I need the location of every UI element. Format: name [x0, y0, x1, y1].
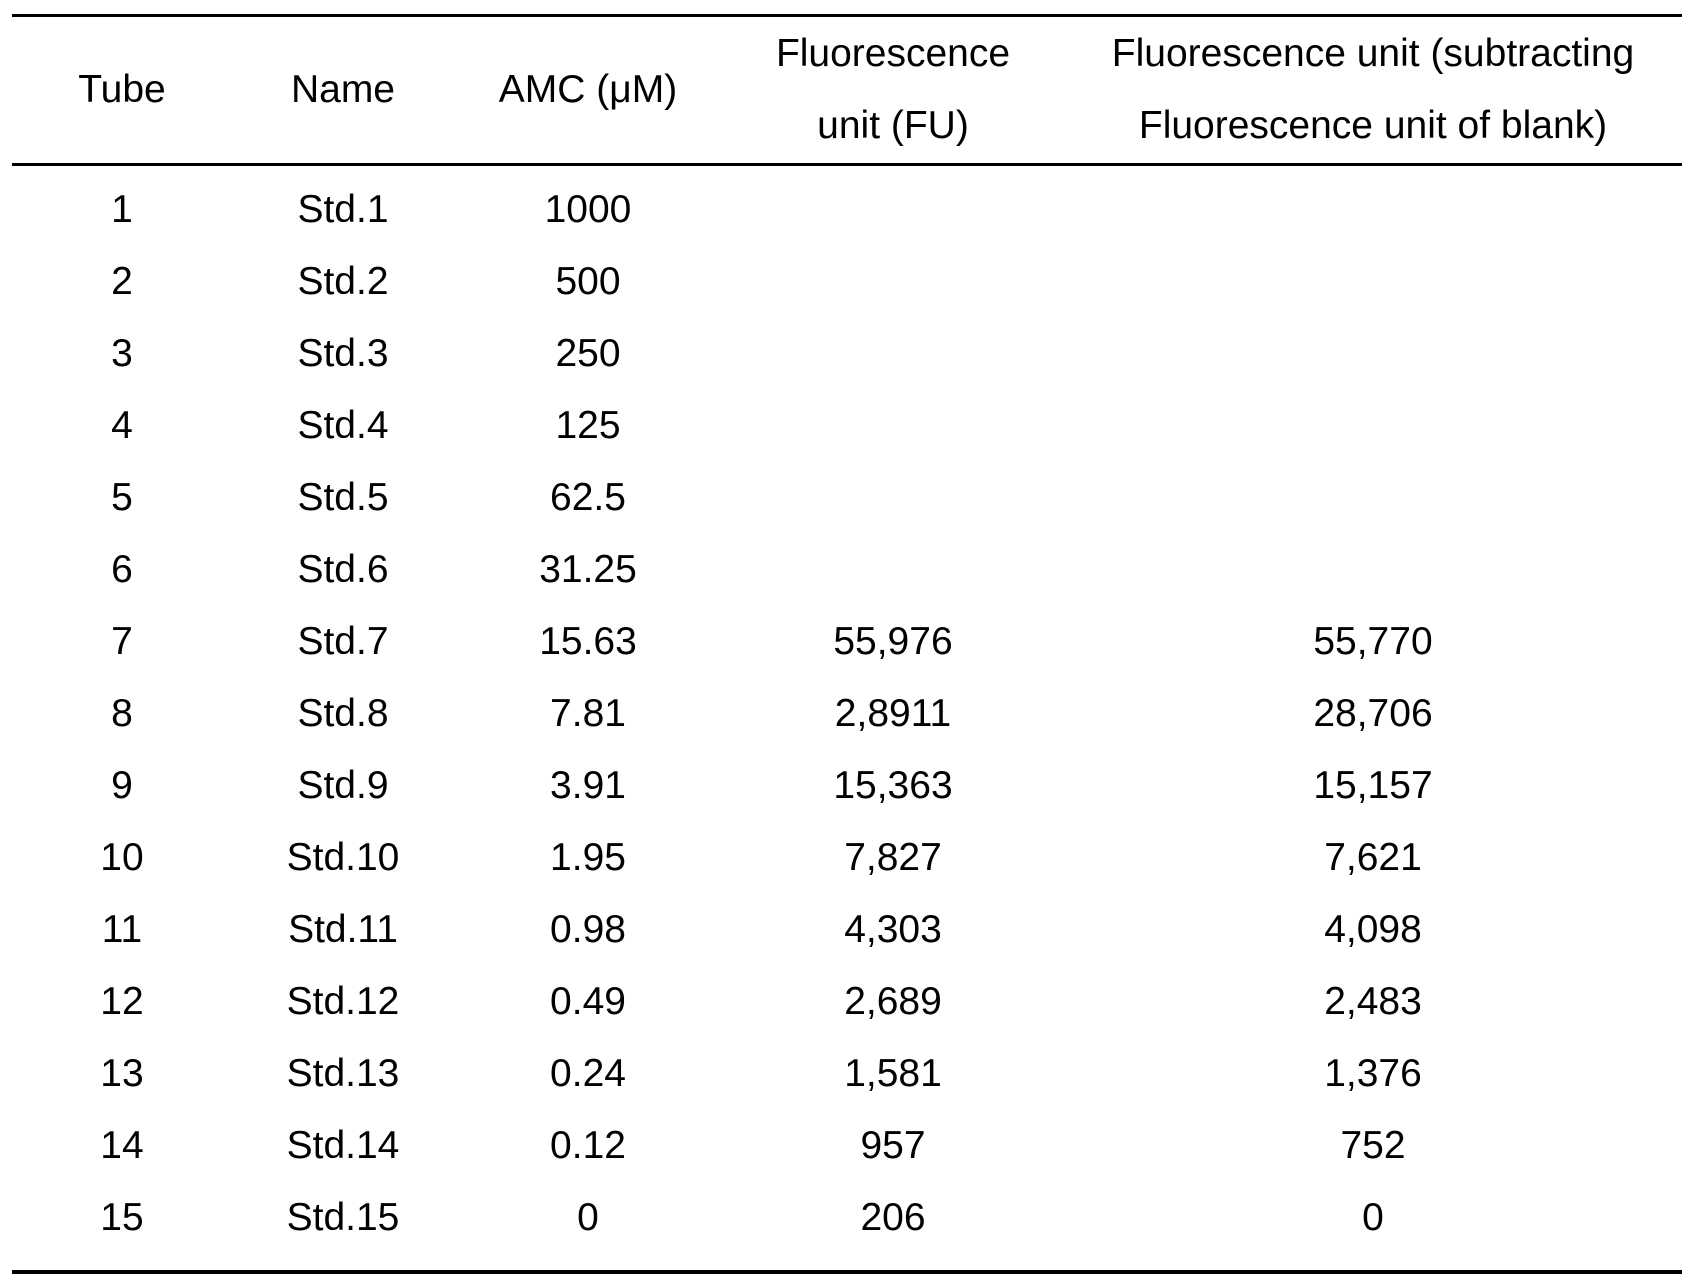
- table-row: [12, 822, 1682, 894]
- cell-fluorescence-unit: 55,976: [833, 620, 953, 663]
- header-fluorescence-unit: [722, 18, 1064, 162]
- table-header-row: [12, 17, 1682, 163]
- cell-tube: 10: [100, 836, 144, 879]
- data-table: [12, 14, 1682, 1274]
- cell-name: Std.12: [286, 980, 400, 1023]
- cell-tube: 3: [111, 332, 133, 375]
- header-fluorescence-unit-subtracted: [1064, 18, 1682, 162]
- table-row: [12, 1110, 1682, 1182]
- cell-name: Std.15: [286, 1196, 400, 1239]
- table-row: [12, 606, 1682, 678]
- table-row: [12, 678, 1682, 750]
- cell-amc: 7.81: [550, 692, 626, 735]
- cell-tube: 6: [111, 548, 133, 591]
- cell-tube: 15: [100, 1196, 144, 1239]
- header-amc: AMC (μM): [498, 68, 678, 111]
- cell-amc: 15.63: [539, 620, 637, 663]
- cell-fluorescence-unit-subtracted: 55,770: [1313, 620, 1433, 663]
- cell-amc: 0: [577, 1196, 599, 1239]
- cell-amc: 0.12: [550, 1124, 626, 1167]
- header-name: Name: [290, 68, 396, 111]
- cell-name: Std.1: [297, 188, 389, 231]
- cell-name: Std.5: [297, 476, 389, 519]
- cell-fluorescence-unit: 1,581: [844, 1052, 942, 1095]
- cell-name: Std.14: [286, 1124, 400, 1167]
- header-fusub-line1: Fluorescence unit (subtracting: [1111, 32, 1635, 75]
- cell-tube: 5: [111, 476, 133, 519]
- cell-amc: 0.49: [550, 980, 626, 1023]
- cell-name: Std.7: [297, 620, 389, 663]
- cell-name: Std.10: [286, 836, 400, 879]
- cell-amc: 0.98: [550, 908, 626, 951]
- cell-name: Std.6: [297, 548, 389, 591]
- cell-fluorescence-unit-subtracted: 752: [1340, 1124, 1406, 1167]
- table-row: [12, 534, 1682, 606]
- cell-tube: 1: [111, 188, 133, 231]
- cell-name: Std.2: [297, 260, 389, 303]
- cell-name: Std.9: [297, 764, 389, 807]
- table-row: [12, 750, 1682, 822]
- cell-fluorescence-unit-subtracted: 2,483: [1324, 980, 1422, 1023]
- table-row: [12, 318, 1682, 390]
- cell-fluorescence-unit: 957: [860, 1124, 926, 1167]
- cell-name: Std.4: [297, 404, 389, 447]
- cell-amc: 31.25: [539, 548, 637, 591]
- table-row: [12, 966, 1682, 1038]
- table-body: [12, 174, 1682, 1254]
- cell-amc: 0.24: [550, 1052, 626, 1095]
- cell-amc: 1.95: [550, 836, 626, 879]
- cell-tube: 7: [111, 620, 133, 663]
- cell-tube: 13: [100, 1052, 144, 1095]
- header-fu-line2: unit (FU): [817, 104, 969, 147]
- cell-amc: 250: [555, 332, 621, 375]
- cell-fluorescence-unit: 206: [860, 1196, 926, 1239]
- cell-amc: 125: [555, 404, 621, 447]
- cell-tube: 2: [111, 260, 133, 303]
- table-row: [12, 1038, 1682, 1110]
- table-row: [12, 894, 1682, 966]
- cell-tube: 14: [100, 1124, 144, 1167]
- cell-tube: 11: [101, 908, 143, 951]
- cell-fluorescence-unit: 2,8911: [834, 692, 952, 735]
- cell-tube: 12: [100, 980, 144, 1023]
- cell-fluorescence-unit-subtracted: 0: [1362, 1196, 1384, 1239]
- cell-fluorescence-unit: 2,689: [844, 980, 942, 1023]
- cell-tube: 8: [111, 692, 133, 735]
- table-row: [12, 246, 1682, 318]
- cell-fluorescence-unit: 4,303: [844, 908, 942, 951]
- cell-name: Std.3: [297, 332, 389, 375]
- cell-name: Std.13: [286, 1052, 400, 1095]
- cell-name: Std.8: [297, 692, 389, 735]
- cell-fluorescence-unit-subtracted: 1,376: [1324, 1052, 1422, 1095]
- table-row: [12, 462, 1682, 534]
- table-row: [12, 174, 1682, 246]
- table-bottom-rule: [12, 1270, 1682, 1274]
- table-row: [12, 1182, 1682, 1254]
- cell-fluorescence-unit-subtracted: 7,621: [1324, 836, 1422, 879]
- cell-amc: 3.91: [550, 764, 626, 807]
- table-header-rule: [12, 163, 1682, 166]
- header-fu-line1: Fluorescence: [775, 32, 1011, 75]
- table-row: [12, 390, 1682, 462]
- cell-amc: 62.5: [550, 476, 626, 519]
- cell-fluorescence-unit: 15,363: [833, 764, 953, 807]
- header-fusub-line2: Fluorescence unit of blank): [1138, 104, 1608, 147]
- cell-name: Std.11: [288, 908, 398, 951]
- cell-tube: 4: [111, 404, 133, 447]
- cell-amc: 500: [555, 260, 621, 303]
- cell-fluorescence-unit-subtracted: 4,098: [1324, 908, 1422, 951]
- cell-fluorescence-unit-subtracted: 28,706: [1313, 692, 1433, 735]
- cell-fluorescence-unit-subtracted: 15,157: [1313, 764, 1433, 807]
- header-tube: Tube: [78, 68, 166, 111]
- cell-amc: 1000: [544, 188, 632, 231]
- cell-tube: 9: [111, 764, 133, 807]
- cell-fluorescence-unit: 7,827: [844, 836, 942, 879]
